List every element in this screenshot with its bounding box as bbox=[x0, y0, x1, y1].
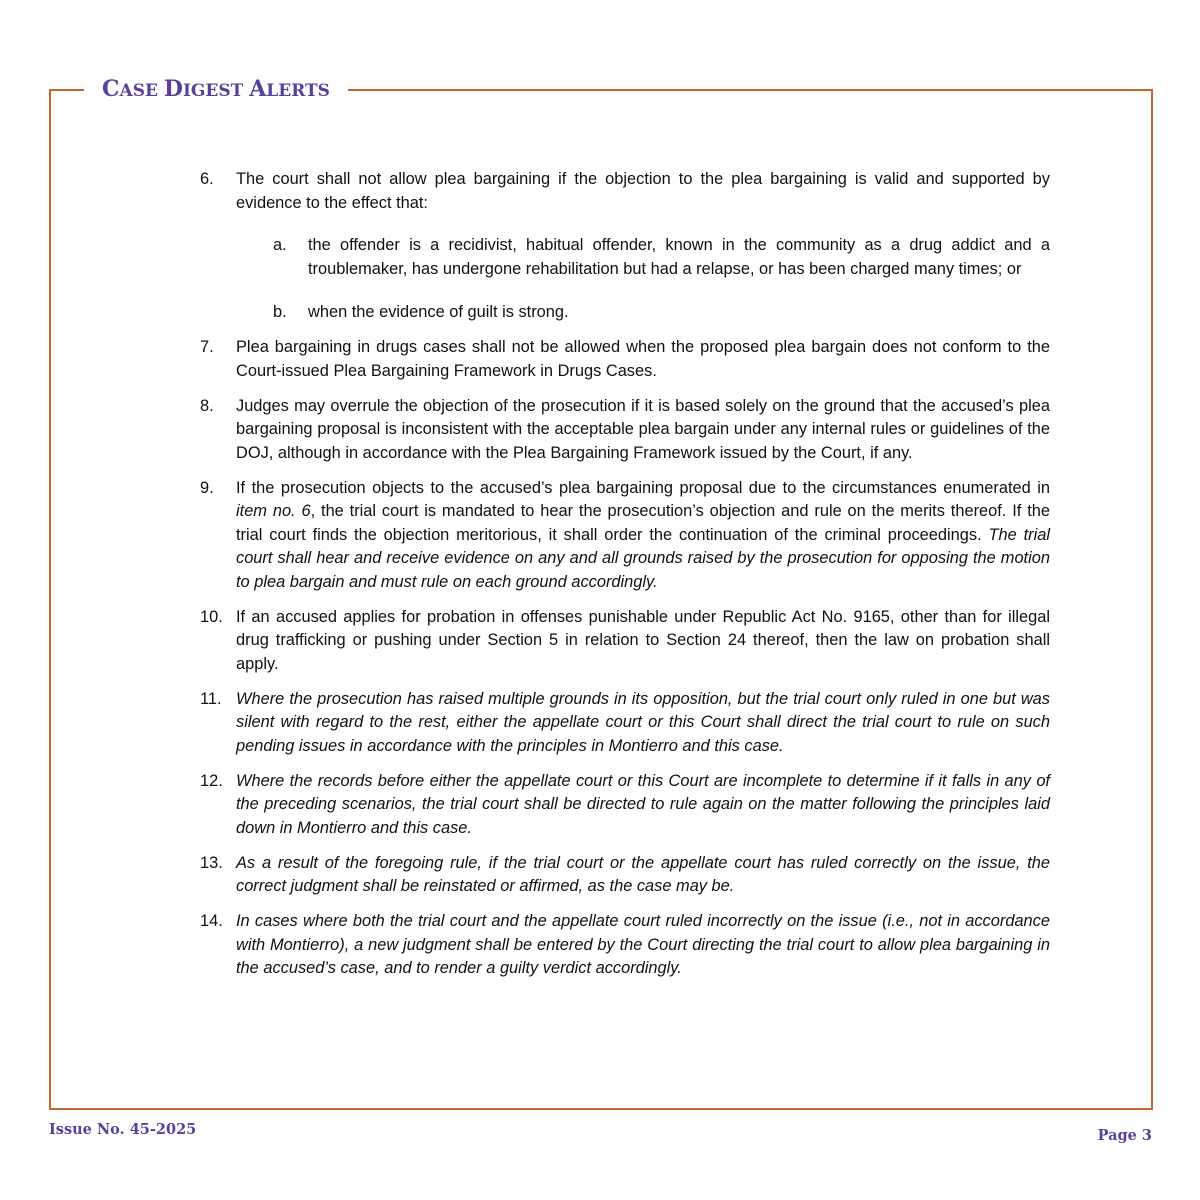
item-text: The court shall not allow plea bargaining if the objection to the plea bargaining is valid and supported by evidence to the effect that: bbox=[236, 170, 1050, 212]
item-number: 9. bbox=[200, 478, 214, 497]
item-text: In cases where both the trial court and the appellate court ruled incorrectly on the issue (i.e., not in accordance with Montierro), a new judgment shall be entered by the Court directing the trial court to allow plea bargaining in the accused’s case, and to render a guilty verdict accordingly. bbox=[236, 912, 1050, 977]
page-number: Page 3 bbox=[1097, 1127, 1152, 1144]
list-item-12 bbox=[200, 770, 1050, 841]
item-text: As a result of the foregoing rule, if the trial court or the appellate court has ruled correctly on the issue, the correct judgment shall be reinstated or affirmed, as the case may be. bbox=[236, 853, 1050, 895]
item-text-italic-ref: item no. 6 bbox=[236, 502, 311, 520]
item-number: 8. bbox=[200, 396, 214, 415]
item-number: 7. bbox=[200, 338, 214, 356]
item-text: Where the prosecution has raised multiple grounds in its opposition, but the trial court only ruled in one but was silent with regard to the rest, either the appellate court or this Court shall direct the trial court to rule on such pending issues in accordance with the principles in Montierro and this case. bbox=[236, 689, 1050, 755]
item-text: Judges may overrule the objection of the prosecution if it is based solely on the ground that the accused’s plea bargaining proposal is inconsistent with the acceptable plea bargain under any internal rules or guidelines of the DOJ, although in accordance with the Plea Bargaining Framework issued by the Court, if any. bbox=[236, 396, 1050, 462]
title-rest-ase: ASE bbox=[119, 81, 164, 101]
list-item-9 bbox=[200, 477, 1050, 595]
title-initial-d: D bbox=[163, 76, 183, 102]
list-item-7 bbox=[200, 336, 1050, 383]
rules-list bbox=[200, 168, 1050, 992]
item-text-part: If the prosecution objects to the accused’s plea bargaining proposal due to the circumstances enumerated in bbox=[236, 478, 1050, 497]
item-number: 14. bbox=[200, 912, 223, 930]
sub-item-b bbox=[236, 301, 1050, 325]
item-number: 12. bbox=[200, 771, 223, 790]
list-item-14 bbox=[200, 910, 1050, 981]
item-text: Where the records before either the appellate court or this Court are incomplete to determine if it falls in any of the preceding scenarios, the trial court shall be directed to rule again on the matter following the principles laid down in Montierro and this case. bbox=[236, 771, 1050, 837]
issue-number: Issue No. 45-2025 bbox=[49, 1121, 197, 1138]
item-text: If an accused applies for probation in offenses punishable under Republic Act No. 9165, other than for illegal drug trafficking or pushing under Section 5 in relation to Section 24 thereof, then the law on probation shall apply. bbox=[236, 607, 1050, 673]
sub-item-text: when the evidence of guilt is strong. bbox=[308, 303, 569, 321]
list-item-8 bbox=[200, 395, 1050, 466]
item-text: Plea bargaining in drugs cases shall not be allowed when the proposed plea bargain does not conform to the Court-issued Plea Bargaining Framework in Drugs Cases. bbox=[236, 338, 1050, 380]
sub-item-text: the offender is a recidivist, habitual offender, known in the community as a drug addict and a troublemaker, has undergone rehabilitation but had a relapse, or has been charged many times; or bbox=[308, 236, 1050, 278]
item-number: 13. bbox=[200, 853, 223, 872]
item-number: 11. bbox=[200, 689, 222, 708]
title-initial-c: C bbox=[102, 76, 120, 102]
list-item-11 bbox=[200, 688, 1050, 759]
publication-title bbox=[84, 74, 348, 106]
item-number: 10. bbox=[200, 607, 223, 626]
sub-item-letter: b. bbox=[273, 303, 287, 321]
title-initial-a: A bbox=[249, 76, 267, 102]
item-number: 6. bbox=[200, 170, 214, 188]
list-item-6 bbox=[200, 168, 1050, 325]
item-text-part: , the trial court is mandated to hear the prosecution’s objection and rule on the merits thereof. If the trial court finds the objection meritorious, it shall order the continuation of the criminal proceedings. bbox=[236, 502, 1050, 544]
sub-item-a bbox=[236, 234, 1050, 281]
list-item-13 bbox=[200, 852, 1050, 899]
list-item-10 bbox=[200, 606, 1050, 677]
title-rest-lerts: LERTS bbox=[266, 81, 330, 101]
item-text-italic-ruling: The trial court shall hear and receive evidence on any and all grounds raised by the prosecution for opposing the motion to plea bargain and must rule on each ground accordingly. bbox=[236, 525, 1050, 591]
sub-item-letter: a. bbox=[273, 236, 287, 254]
title-rest-igest: IGEST bbox=[182, 81, 250, 101]
